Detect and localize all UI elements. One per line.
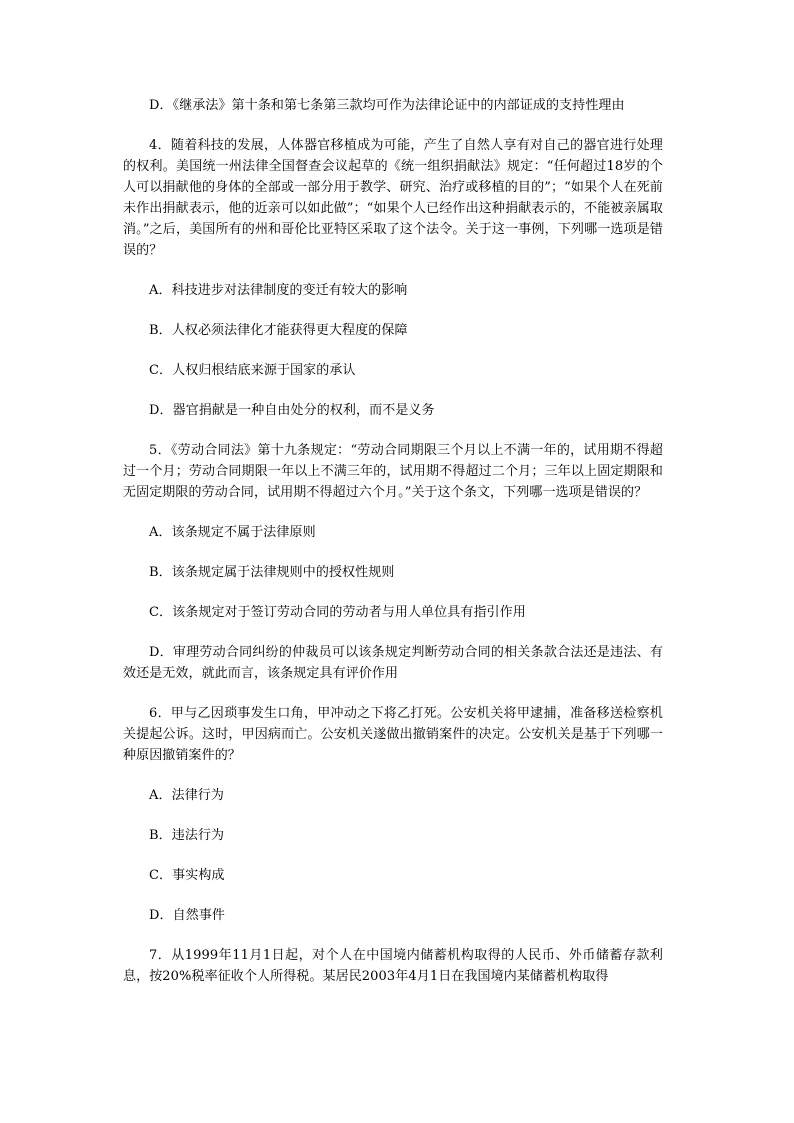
- question-6: 6．甲与乙因琐事发生口角，甲冲动之下将乙打死。公安机关将甲逮捕，准备移送检察机关提起公诉。这时，甲因病而亡。公安机关遂做出撤销案件的决定。公安机关是基于下列哪一种原因撤销案件的？: [123, 706, 663, 763]
- option-d-q4: D．器官捐献是一种自由处分的权利，而不是义务: [149, 403, 435, 418]
- document-body: [123, 95, 663, 987]
- option-d-q5: D．审理劳动合同纠纷的仲裁员可以该条规定判断劳动合同的相关条款合法还是违法、有效还是无效，就此而言，该条规定具有评价作用: [123, 645, 663, 681]
- option-a-q5: A．该条规定不属于法律原则: [149, 525, 316, 540]
- option-b-q6: B．违法行为: [149, 828, 225, 843]
- option-b-q4: B．人权必须法律化才能获得更大程度的保障: [149, 323, 408, 338]
- option-b-q5: B．该条规定属于法律规则中的授权性规则: [149, 565, 395, 580]
- question-7: 7．从1999年11月1日起，对个人在中国境内储蓄机构取得的人民币、外币储蓄存款利息，按20%税率征收个人所得税。某居民2003年4月1日在我国境内某储蓄机构取得: [123, 948, 663, 984]
- option-d-q6: D．自然事件: [149, 908, 226, 923]
- option-c-q4: C．人权归根结底来源于国家的承认: [149, 363, 356, 378]
- option-a-q4: A．科技进步对法律制度的变迁有较大的影响: [149, 283, 408, 298]
- option-a-q6: A．法律行为: [149, 788, 224, 803]
- question-5: 5．《劳动合同法》第十九条规定：“劳动合同期限三个月以上不满一年的，试用期不得超过一个月；劳动合同期限一年以上不满三年的，试用期不得超过二个月；三年以上固定期限和无固定期限的劳动合同，试用期不得超过六个月。”关于这个条文，下列哪一选项是错误的？: [123, 443, 663, 500]
- question-4: 4．随着科技的发展，人体器官移植成为可能，产生了自然人享有对自己的器官进行处理的权利。美国统一州法律全国督查会议起草的《统一组织捐献法》规定：“任何超过18岁的个人可以捐献他的身体的全部或一部分用于教学、研究、治疗或移植的目的”；“如果个人在死前未作出捐献表示，他的近亲可以如此做”；“如果个人已经作出这种捐献表示的，不能被亲属取消。”之后，美国所有的州和哥伦比亚特区采取了这个法令。关于这一事例，下列哪一选项是错误的？: [123, 138, 663, 258]
- option-c-q6: C．事实构成: [149, 868, 225, 883]
- option-c-q5: C．该条规定对于签订劳动合同的劳动者与用人单位具有指引作用: [149, 605, 526, 620]
- option-d-q3: D．《继承法》第十条和第七条第三款均可作为法律论证中的内部证成的支持性理由: [149, 98, 625, 113]
